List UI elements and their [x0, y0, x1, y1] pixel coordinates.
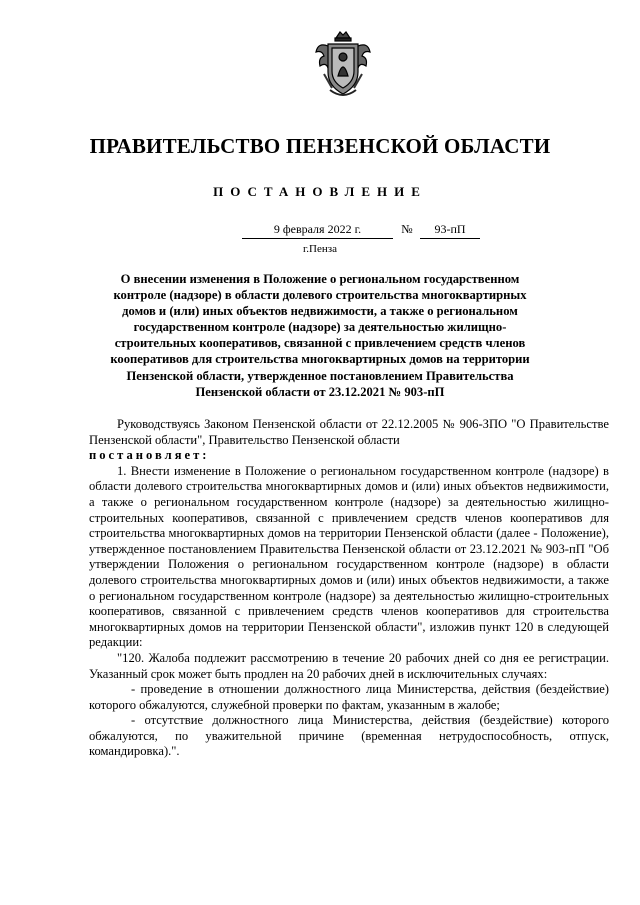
document-body	[89, 417, 609, 760]
item-1: 1. Внести изменение в Положение о региональном государственном контроле (надзоре) в области долевого строительства многоквартирных домов и (или) иных объектов недвижимости, а также о региональном государственном контроле (надзоре) за деятельностью жилищно-строительных кооперативов, связанной с привлечением средств членов кооперативов для строительства многоквартирных домов на территории Пензенской области (далее - Положение), утвержденное постановлением Правительства Пензенской области от 23.12.2021 № 903-пП "Об утверждении Положения о региональном государственном контроле (надзоре) в области долевого строительства многоквартирных домов и (или) иных объектов недвижимости, а также о региональном государственном контроле (надзоре) за деятельностью жилищно-строительных кооперативов, связанной с привлечением средств членов кооперативов для строительства многоквартирных домов на территории Пензенской области", изложив пункт 120 в следующей редакции:	[89, 463, 609, 650]
document-title: О внесении изменения в Положение о региональном государственном контроле (надзоре) в области долевого строительства многоквартирных домов и (или) иных объектов недвижимости, а также о региональном государственном контроле (надзоре) за деятельностью жилищно-строительных кооперативов, связанной с привлечением средств членов кооперативов для строительства многоквартирных домов на территории Пензенской области, утвержденное постановлением Правительства Пензенской области от 23.12.2021 № 903-пП	[110, 272, 530, 399]
resolves-word: постановляет:	[89, 448, 210, 463]
coat-of-arms-icon	[314, 28, 372, 100]
preamble: Руководствуясь Законом Пензенской области от 22.12.2005 № 906-ЗПО "О Правительстве Пензенской области", Правительство Пензенской области	[89, 417, 609, 447]
quoted-paragraph: "120. Жалоба подлежит рассмотрению в течение 20 рабочих дней со дня ее регистрации. Указанный срок может быть продлен на 20 рабочих дней в исключительных случаях:	[89, 650, 609, 681]
number-sign: №	[401, 222, 413, 236]
decree-number: 93-пП	[420, 222, 480, 239]
case-1: - проведение в отношении должностного лица Министерства, действия (бездействие) которого обжалуются, служебной проверки по фактам, указанным в жалобе;	[89, 682, 609, 712]
government-name: ПРАВИТЕЛЬСТВО ПЕНЗЕНСКОЙ ОБЛАСТИ	[89, 134, 551, 158]
decree-date: 9 февраля 2022 г.	[242, 222, 393, 239]
date-number-line	[242, 222, 480, 238]
case-2: - отсутствие должностного лица Министерства, действия (бездействие) которого обжалуются, по уважительной причине (временная нетрудоспособность, отпуск, командировка).".	[89, 713, 609, 759]
document-type: ПОСТАНОВЛЕНИЕ	[213, 184, 427, 199]
city: г.Пенза	[303, 243, 337, 255]
